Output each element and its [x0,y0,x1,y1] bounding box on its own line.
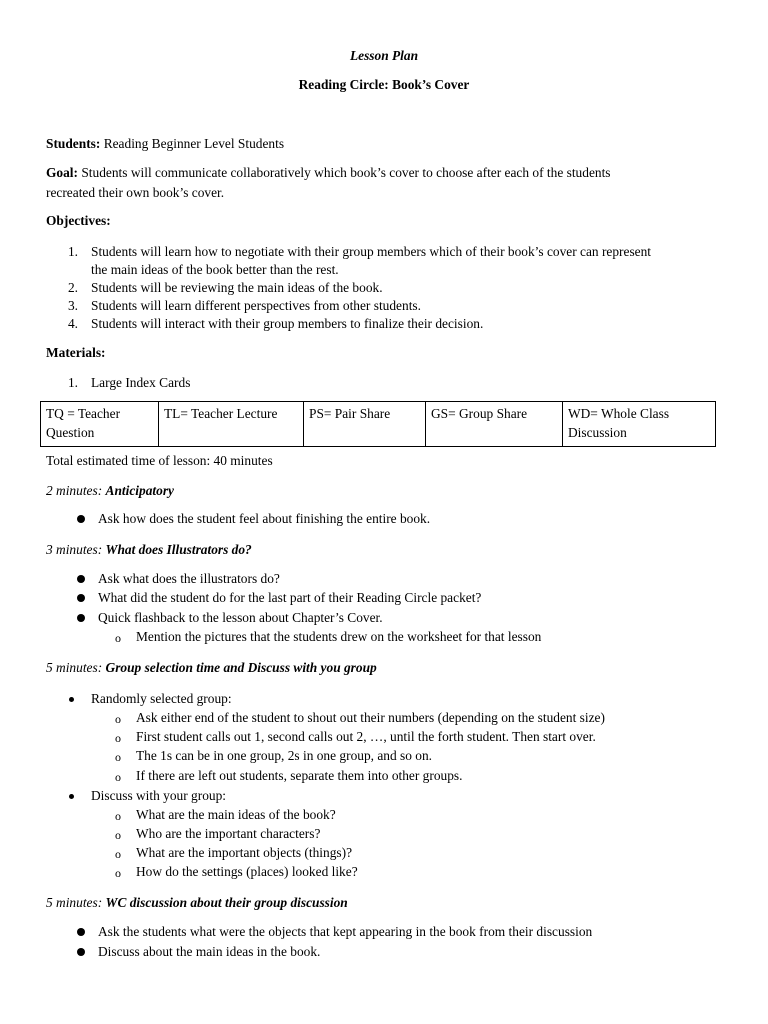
legend-cell-gs [426,402,563,447]
list-number: 1. [67,244,78,259]
list-item-text: Students will learn how to negotiate with their group members which of their book’s cover can represent [91,244,652,259]
document-subtitle: Reading Circle: Book’s Cover [298,77,470,92]
legend-cell-tl [159,402,304,447]
section-time: 5 minutes: [46,660,103,675]
section-time: 3 minutes: [46,542,103,557]
list-item-text: Students will interact with their group members to finalize their decision. [91,316,484,331]
sub-list-item-text: What are the important objects (things)? [136,845,353,860]
section-title: WC discussion about their group discussion [105,895,348,910]
total-time: Total estimated time of lesson: 40 minutes [46,453,273,468]
list-number: 3. [67,298,78,313]
objectives-heading: Objectives: [46,213,111,228]
legend-cell-text: GS= Group Share [431,406,528,421]
goal-line-2: recreated their own book’s cover. [46,185,225,200]
legend-cell-text: TQ = Teacher [46,406,121,421]
legend-cell-text: WD= Whole Class [568,406,670,421]
sub-bullet-icon: o [115,770,121,784]
list-item-text: Students will be reviewing the main ideas of the book. [91,280,383,295]
list-item-text: Ask the students what were the objects that kept appearing in the book from their discussion [98,924,593,939]
students-line [46,135,284,153]
list-item-text: Randomly selected group: [91,691,232,706]
legend-cell-text-continued: Question [46,425,95,440]
sub-bullet-icon: o [115,731,121,745]
legend-cell-text: PS= Pair Share [309,406,391,421]
sub-bullet-icon: o [115,712,121,726]
sub-list-item-text: If there are left out students, separate them into other groups. [136,768,463,783]
sub-list-item-text: Who are the important characters? [136,826,321,841]
sub-list-item-text: Ask either end of the student to shout out their numbers (depending on the student size) [136,710,605,725]
sub-bullet-icon: o [115,828,121,842]
goal-label: Goal: [46,165,78,180]
document-title: Lesson Plan [349,48,419,63]
legend-cell-text-continued: Discussion [568,425,627,440]
bullet-icon [77,614,85,622]
list-number: 4. [67,316,78,331]
bullet-icon [77,515,85,523]
list-number: 2. [67,280,78,295]
legend-cell-tq [41,402,159,447]
list-item-text: Quick flashback to the lesson about Chapter’s Cover. [98,610,383,625]
goal-line-1 [46,164,611,182]
sub-bullet-icon: o [115,809,121,823]
list-number: 1. [67,375,78,390]
bullet-icon [77,594,85,602]
legend-cell-text: TL= Teacher Lecture [164,406,278,421]
bullet-icon [69,794,74,799]
sub-list-item-text: Mention the pictures that the students drew on the worksheet for that lesson [136,629,542,644]
bullet-icon [77,948,85,956]
bullet-icon [77,575,85,583]
section-heading [46,659,377,677]
students-label: Students: [46,136,101,151]
activity-legend-table [40,401,716,447]
list-item-text: Students will learn different perspectives from other students. [91,298,421,313]
students-text: Reading Beginner Level Students [103,136,285,151]
materials-heading: Materials: [46,345,106,360]
goal-text: Students will communicate collaboratively which book’s cover to choose after each of the students [81,165,611,180]
section-heading [46,541,252,559]
section-time: 5 minutes: [46,895,103,910]
bullet-icon [77,928,85,936]
sub-bullet-icon: o [115,750,121,764]
list-item-text-continued: the main ideas of the book better than the rest. [91,262,339,277]
section-heading [46,482,174,500]
sub-list-item-text: First student calls out 1, second calls out 2, …, until the forth student. Then start over. [136,729,596,744]
sub-bullet-icon: o [115,866,121,880]
list-item-text: Discuss about the main ideas in the book. [98,944,321,959]
section-title: Anticipatory [105,483,174,498]
section-title: Group selection time and Discuss with you group [105,660,377,675]
bullet-icon [69,697,74,702]
sub-list-item-text: The 1s can be in one group, 2s in one group, and so on. [136,748,433,763]
sub-bullet-icon: o [115,631,121,645]
list-item-text: What did the student do for the last part of their Reading Circle packet? [98,590,482,605]
list-item-text: Ask what does the illustrators do? [98,571,280,586]
section-time: 2 minutes: [46,483,103,498]
section-title: What does Illustrators do? [105,542,252,557]
list-item-text: Discuss with your group: [91,788,227,803]
sub-list-item-text: How do the settings (places) looked like? [136,864,358,879]
sub-bullet-icon: o [115,847,121,861]
table-row [41,402,716,447]
section-heading [46,894,348,912]
legend-cell-wd [563,402,716,447]
sub-list-item-text: What are the main ideas of the book? [136,807,336,822]
legend-cell-ps [304,402,426,447]
list-item-text: Large Index Cards [91,375,191,390]
list-item-text: Ask how does the student feel about finishing the entire book. [98,511,431,526]
